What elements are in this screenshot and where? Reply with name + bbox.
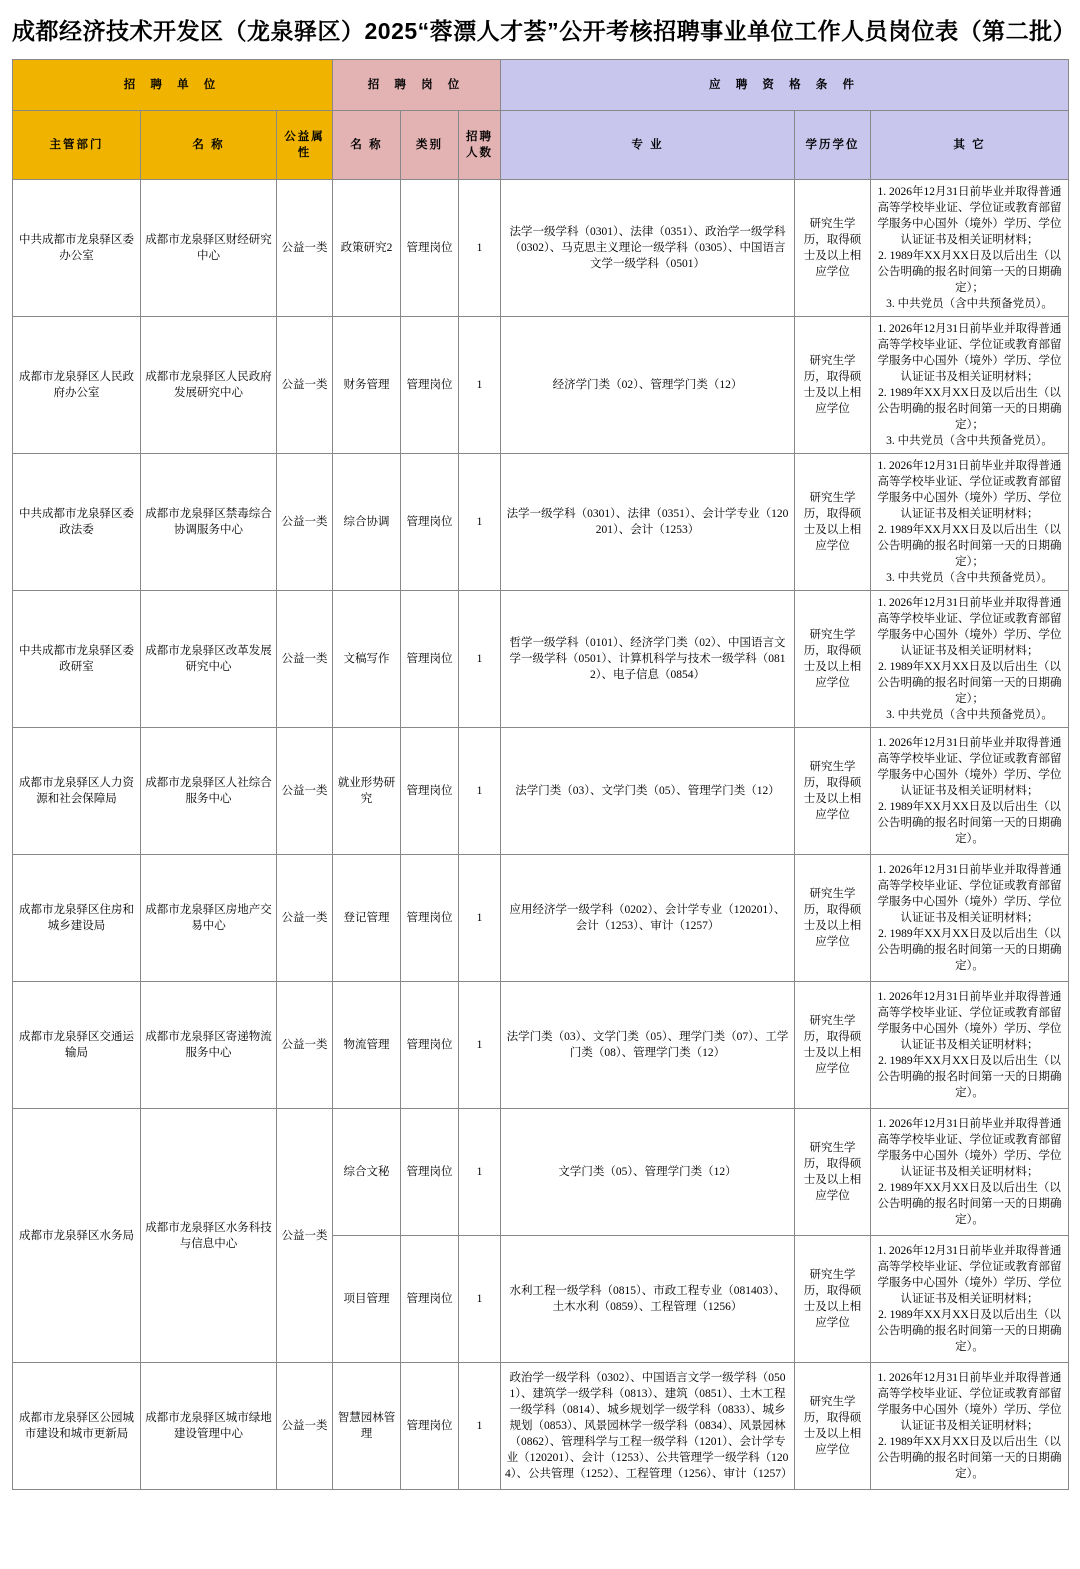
table-row — [13, 591, 1069, 728]
cell-post-category: 管理岗位 — [401, 1363, 459, 1490]
cell-other-requirements: 1. 2026年12月31日前毕业并取得普通高等学校毕业证、学位证或教育部留学服务中心国外（境外）学历、学位认证证书及相关证明材料； 2. 1989年XX月XX日及以后出生（以公告明确的报名时间第一天的日期确定）。 — [871, 1236, 1069, 1363]
cell-post-category: 管理岗位 — [401, 454, 459, 591]
cell-major: 文学门类（05）、管理学门类（12） — [501, 1109, 795, 1236]
cell-department: 中共成都市龙泉驿区委办公室 — [13, 180, 141, 317]
cell-recruit-count: 1 — [459, 1109, 501, 1236]
cell-major: 法学门类（03）、文学门类（05）、管理学门类（12） — [501, 728, 795, 855]
cell-major: 应用经济学一级学科（0202）、会计学专业（120201）、会计（1253）、审计（1257） — [501, 855, 795, 982]
table-row — [13, 180, 1069, 317]
cell-post-name: 财务管理 — [333, 317, 401, 454]
cell-education-degree: 研究生学历，取得硕士及以上相应学位 — [795, 982, 871, 1109]
cell-recruit-count: 1 — [459, 982, 501, 1109]
col-header-other: 其 它 — [871, 111, 1069, 180]
cell-other-requirements: 1. 2026年12月31日前毕业并取得普通高等学校毕业证、学位证或教育部留学服务中心国外（境外）学历、学位认证证书及相关证明材料； 2. 1989年XX月XX日及以后出生（以公告明确的报名时间第一天的日期确定）。 — [871, 1363, 1069, 1490]
cell-public-welfare-attribute: 公益一类 — [277, 454, 333, 591]
cell-major: 经济学门类（02）、管理学门类（12） — [501, 317, 795, 454]
cell-unit-name: 成都市龙泉驿区改革发展研究中心 — [141, 591, 277, 728]
cell-public-welfare-attribute: 公益一类 — [277, 982, 333, 1109]
cell-unit-name: 成都市龙泉驿区城市绿地建设管理中心 — [141, 1363, 277, 1490]
cell-other-requirements: 1. 2026年12月31日前毕业并取得普通高等学校毕业证、学位证或教育部留学服务中心国外（境外）学历、学位认证证书及相关证明材料； 2. 1989年XX月XX日及以后出生（以公告明确的报名时间第一天的日期确定）。 — [871, 728, 1069, 855]
cell-major: 哲学一级学科（0101）、经济学门类（02）、中国语言文学一级学科（0501）、计算机科学与技术一级学科（0812）、电子信息（0854） — [501, 591, 795, 728]
group-header-post: 招 聘 岗 位 — [333, 60, 501, 111]
cell-post-category: 管理岗位 — [401, 982, 459, 1109]
table-row — [13, 317, 1069, 454]
cell-department: 中共成都市龙泉驿区委政研室 — [13, 591, 141, 728]
cell-other-requirements: 1. 2026年12月31日前毕业并取得普通高等学校毕业证、学位证或教育部留学服务中心国外（境外）学历、学位认证证书及相关证明材料； 2. 1989年XX月XX日及以后出生（以公告明确的报名时间第一天的日期确定）； 3. 中共党员（含中共预备党员）。 — [871, 454, 1069, 591]
cell-major: 法学一级学科（0301）、法律（0351）、政治学一级学科（0302）、马克思主义理论一级学科（0305）、中国语言文学一级学科（0501） — [501, 180, 795, 317]
cell-post-category: 管理岗位 — [401, 855, 459, 982]
cell-post-category: 管理岗位 — [401, 1109, 459, 1236]
cell-unit-name: 成都市龙泉驿区财经研究中心 — [141, 180, 277, 317]
cell-post-category: 管理岗位 — [401, 728, 459, 855]
cell-post-category: 管理岗位 — [401, 1236, 459, 1363]
col-header-unit-name: 名 称 — [141, 111, 277, 180]
group-header-unit: 招 聘 单 位 — [13, 60, 333, 111]
cell-post-name: 文稿写作 — [333, 591, 401, 728]
cell-post-category: 管理岗位 — [401, 591, 459, 728]
col-header-recruit-count: 招聘人数 — [459, 111, 501, 180]
cell-post-category: 管理岗位 — [401, 180, 459, 317]
job-positions-table — [12, 59, 1069, 1490]
col-header-post-name: 名 称 — [333, 111, 401, 180]
cell-education-degree: 研究生学历，取得硕士及以上相应学位 — [795, 1363, 871, 1490]
group-header-qualification: 应 聘 资 格 条 件 — [501, 60, 1069, 111]
cell-other-requirements: 1. 2026年12月31日前毕业并取得普通高等学校毕业证、学位证或教育部留学服务中心国外（境外）学历、学位认证证书及相关证明材料； 2. 1989年XX月XX日及以后出生（以公告明确的报名时间第一天的日期确定）。 — [871, 855, 1069, 982]
cell-department: 成都市龙泉驿区住房和城乡建设局 — [13, 855, 141, 982]
cell-public-welfare-attribute: 公益一类 — [277, 728, 333, 855]
cell-other-requirements: 1. 2026年12月31日前毕业并取得普通高等学校毕业证、学位证或教育部留学服务中心国外（境外）学历、学位认证证书及相关证明材料； 2. 1989年XX月XX日及以后出生（以公告明确的报名时间第一天的日期确定）。 — [871, 982, 1069, 1109]
cell-education-degree: 研究生学历，取得硕士及以上相应学位 — [795, 1109, 871, 1236]
cell-education-degree: 研究生学历，取得硕士及以上相应学位 — [795, 317, 871, 454]
table-row — [13, 982, 1069, 1109]
cell-other-requirements: 1. 2026年12月31日前毕业并取得普通高等学校毕业证、学位证或教育部留学服务中心国外（境外）学历、学位认证证书及相关证明材料； 2. 1989年XX月XX日及以后出生（以公告明确的报名时间第一天的日期确定）； 3. 中共党员（含中共预备党员）。 — [871, 180, 1069, 317]
cell-education-degree: 研究生学历，取得硕士及以上相应学位 — [795, 180, 871, 317]
group-header-row — [13, 60, 1069, 111]
cell-post-name: 智慧园林管理 — [333, 1363, 401, 1490]
col-header-major: 专 业 — [501, 111, 795, 180]
page-title: 成都经济技术开发区（龙泉驿区）2025“蓉漂人才荟”公开考核招聘事业单位工作人员岗位表（第二批） — [12, 18, 1077, 44]
column-header-row — [13, 111, 1069, 180]
cell-unit-name: 成都市龙泉驿区人社综合服务中心 — [141, 728, 277, 855]
cell-unit-name: 成都市龙泉驿区水务科技与信息中心 — [141, 1109, 277, 1363]
cell-unit-name: 成都市龙泉驿区禁毒综合协调服务中心 — [141, 454, 277, 591]
table-row — [13, 855, 1069, 982]
cell-department: 成都市龙泉驿区公园城市建设和城市更新局 — [13, 1363, 141, 1490]
cell-post-name: 综合文秘 — [333, 1109, 401, 1236]
cell-post-name: 就业形势研究 — [333, 728, 401, 855]
cell-unit-name: 成都市龙泉驿区寄递物流服务中心 — [141, 982, 277, 1109]
table-row — [13, 454, 1069, 591]
cell-public-welfare-attribute: 公益一类 — [277, 317, 333, 454]
cell-public-welfare-attribute: 公益一类 — [277, 855, 333, 982]
cell-major: 法学门类（03）、文学门类（05）、理学门类（07）、工学门类（08）、管理学门类（12） — [501, 982, 795, 1109]
cell-unit-name: 成都市龙泉驿区房地产交易中心 — [141, 855, 277, 982]
col-header-post-category: 类别 — [401, 111, 459, 180]
cell-unit-name: 成都市龙泉驿区人民政府发展研究中心 — [141, 317, 277, 454]
cell-education-degree: 研究生学历，取得硕士及以上相应学位 — [795, 454, 871, 591]
table-row — [13, 1363, 1069, 1490]
cell-public-welfare-attribute: 公益一类 — [277, 180, 333, 317]
cell-education-degree: 研究生学历，取得硕士及以上相应学位 — [795, 591, 871, 728]
cell-department: 成都市龙泉驿区人民政府办公室 — [13, 317, 141, 454]
cell-post-name: 登记管理 — [333, 855, 401, 982]
cell-major: 水利工程一级学科（0815）、市政工程专业（081403）、土木水利（0859）、工程管理（1256） — [501, 1236, 795, 1363]
cell-department: 成都市龙泉驿区水务局 — [13, 1109, 141, 1363]
cell-post-name: 政策研究2 — [333, 180, 401, 317]
cell-education-degree: 研究生学历，取得硕士及以上相应学位 — [795, 728, 871, 855]
table-head — [13, 60, 1069, 180]
cell-education-degree: 研究生学历，取得硕士及以上相应学位 — [795, 855, 871, 982]
col-header-education-degree: 学历学位 — [795, 111, 871, 180]
cell-education-degree: 研究生学历，取得硕士及以上相应学位 — [795, 1236, 871, 1363]
col-header-public-welfare-attribute: 公益属性 — [277, 111, 333, 180]
cell-recruit-count: 1 — [459, 454, 501, 591]
table-row — [13, 1109, 1069, 1236]
cell-recruit-count: 1 — [459, 180, 501, 317]
cell-recruit-count: 1 — [459, 728, 501, 855]
table-row — [13, 728, 1069, 855]
cell-public-welfare-attribute: 公益一类 — [277, 1363, 333, 1490]
cell-public-welfare-attribute: 公益一类 — [277, 1109, 333, 1363]
cell-post-name: 物流管理 — [333, 982, 401, 1109]
cell-post-name: 综合协调 — [333, 454, 401, 591]
table-body — [13, 180, 1069, 1490]
cell-post-category: 管理岗位 — [401, 317, 459, 454]
cell-department: 中共成都市龙泉驿区委政法委 — [13, 454, 141, 591]
cell-major: 政治学一级学科（0302）、中国语言文学一级学科（0501）、建筑学一级学科（0813）、建筑（0851）、土木工程一级学科（0814）、城乡规划学一级学科（0833）、城乡规划（0853）、风景园林学一级学科（0834）、风景园林（0862）、管理科学与工程一级学科（1201）、会计学专业（120201）、会计（1253）、公共管理学一级学科（1204）、公共管理（1252）、工程管理（1256）、审计（1257） — [501, 1363, 795, 1490]
cell-public-welfare-attribute: 公益一类 — [277, 591, 333, 728]
cell-recruit-count: 1 — [459, 591, 501, 728]
cell-recruit-count: 1 — [459, 1236, 501, 1363]
cell-recruit-count: 1 — [459, 317, 501, 454]
col-header-department: 主管部门 — [13, 111, 141, 180]
cell-other-requirements: 1. 2026年12月31日前毕业并取得普通高等学校毕业证、学位证或教育部留学服务中心国外（境外）学历、学位认证证书及相关证明材料； 2. 1989年XX月XX日及以后出生（以公告明确的报名时间第一天的日期确定）。 — [871, 1109, 1069, 1236]
cell-other-requirements: 1. 2026年12月31日前毕业并取得普通高等学校毕业证、学位证或教育部留学服务中心国外（境外）学历、学位认证证书及相关证明材料； 2. 1989年XX月XX日及以后出生（以公告明确的报名时间第一天的日期确定）； 3. 中共党员（含中共预备党员）。 — [871, 317, 1069, 454]
cell-recruit-count: 1 — [459, 855, 501, 982]
cell-department: 成都市龙泉驿区人力资源和社会保障局 — [13, 728, 141, 855]
cell-post-name: 项目管理 — [333, 1236, 401, 1363]
cell-department: 成都市龙泉驿区交通运输局 — [13, 982, 141, 1109]
cell-other-requirements: 1. 2026年12月31日前毕业并取得普通高等学校毕业证、学位证或教育部留学服务中心国外（境外）学历、学位认证证书及相关证明材料； 2. 1989年XX月XX日及以后出生（以公告明确的报名时间第一天的日期确定）； 3. 中共党员（含中共预备党员）。 — [871, 591, 1069, 728]
cell-major: 法学一级学科（0301）、法律（0351）、会计学专业（120201）、会计（1253） — [501, 454, 795, 591]
cell-recruit-count: 1 — [459, 1363, 501, 1490]
